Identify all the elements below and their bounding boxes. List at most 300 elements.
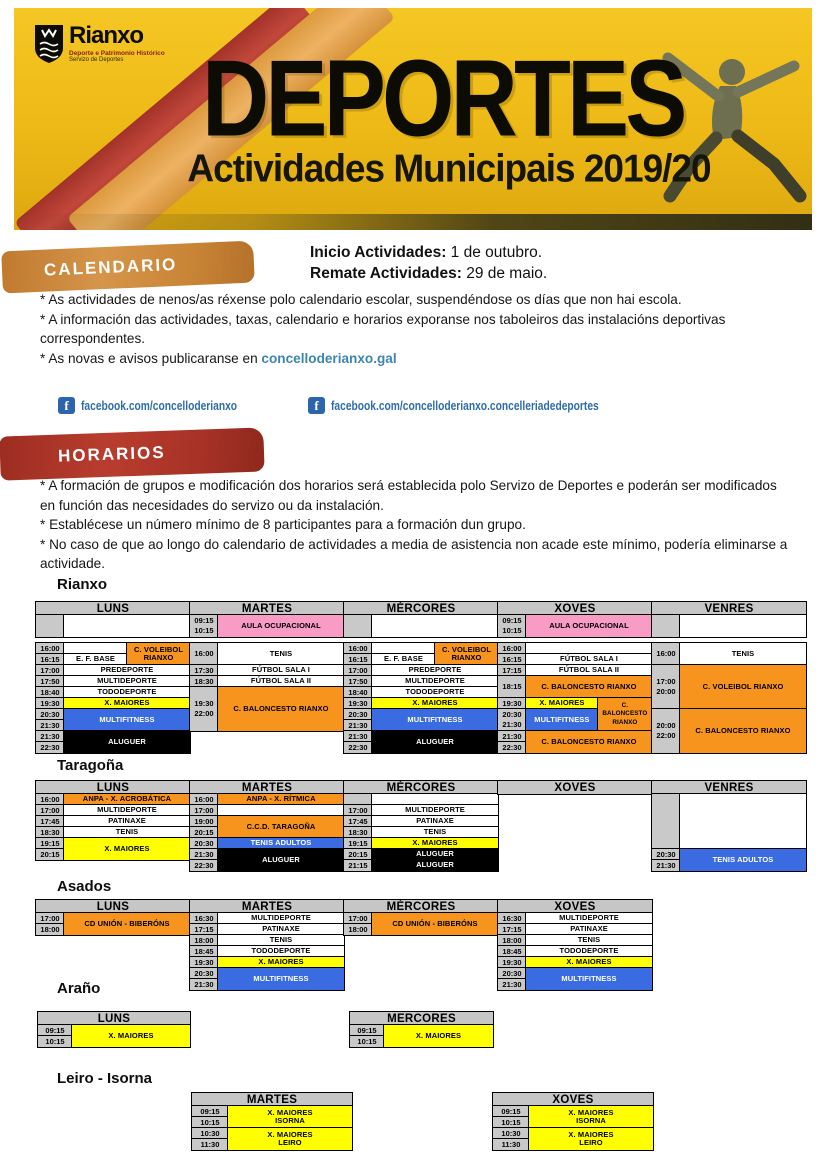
activity-dates — [310, 242, 547, 284]
day-header: MARTES — [190, 781, 344, 794]
time-cell: 18:30 — [344, 827, 372, 838]
activity-cell: ANPA - X. ACROBÁTICA — [64, 794, 190, 805]
schedule-row — [652, 665, 806, 709]
schedule-row — [344, 838, 498, 849]
schedule-row — [192, 1128, 352, 1150]
time-cell: 21:30 — [190, 979, 218, 990]
schedule-row — [190, 946, 344, 957]
time-cell: 18:45 — [190, 946, 218, 957]
schedule-column-mércores — [344, 602, 498, 753]
activity-cell: PATINAXE — [372, 816, 498, 827]
time-cell — [344, 615, 372, 637]
schedule-row — [190, 838, 344, 849]
activity-cell: PATINAXE — [64, 816, 190, 827]
time-cell: 16:00 — [344, 643, 372, 654]
schedule-row — [36, 731, 190, 753]
time-cell: 11:30 — [493, 1139, 529, 1150]
schedule-column-martes — [190, 781, 344, 871]
schedule-row — [36, 838, 190, 860]
schedule-row — [190, 687, 344, 731]
activity-cell: CD UNIÓN - BIBERÓNS — [372, 913, 498, 935]
time-cell: 20:15 — [344, 849, 372, 860]
time-cell: 22:30 — [36, 742, 64, 753]
facebook-url-2: facebook.com/concelloderianxo.concelleriadedeportes — [331, 398, 599, 413]
time-cell: 20:15 — [36, 849, 64, 860]
activity-cell: MULTIFITNESS — [64, 709, 190, 731]
time-cell: 21:30 — [652, 860, 680, 871]
activity-cell — [372, 794, 498, 805]
activity-cell: TODODEPORTE — [526, 946, 652, 957]
schedule-row — [344, 698, 498, 709]
horarios-note-1: * A formación de grupos e modificación dos horarios será establecida polo Servizo de Deportes e poderán ser modificados en función das necesidades do servizo ou da instalación. — [40, 478, 777, 513]
facebook-link-1[interactable] — [58, 397, 271, 414]
time-cell: 09:15 — [350, 1025, 384, 1036]
activity-cell: TENIS — [218, 935, 344, 946]
schedule-row — [498, 935, 652, 946]
calendario-note-2: * A información das actividades, taxas, calendario e horarios exporanse nos taboleiros das instalacións deportivas correspondentes. — [40, 311, 726, 346]
activity-cell: AULA OCUPACIONAL — [526, 615, 652, 637]
time-cell: 19:30 — [190, 957, 218, 968]
horarios-notes — [40, 476, 790, 574]
schedule-row — [190, 676, 344, 687]
activity-cell: ALUGUER — [64, 731, 190, 753]
schedule-column-venres — [652, 602, 806, 753]
day-header: MÉRCORES — [344, 900, 498, 913]
activity-cell: X. MAIORES — [384, 1025, 493, 1047]
activity-cell: E. F. BASE — [372, 654, 435, 665]
time-cell: 18:30 — [36, 827, 64, 838]
day-header: LUNS — [36, 602, 190, 615]
schedule-column-martes — [190, 602, 344, 731]
schedule-row — [190, 615, 344, 637]
schedule-row — [498, 643, 652, 665]
schedule-column-martes — [192, 1093, 352, 1150]
schedule-row — [344, 665, 498, 676]
activity-cell: TENIS — [372, 827, 498, 838]
activity-cell: X. MAIORES — [372, 838, 498, 849]
schedule-row — [344, 709, 498, 731]
facebook-url-1: facebook.com/concelloderianxo — [81, 398, 238, 413]
day-header: MARTES — [190, 900, 344, 913]
activity-cell: PREDEPORTE — [64, 665, 190, 676]
activity-cell — [680, 794, 806, 849]
time-cell: 18:45 — [498, 946, 526, 957]
schedule-row — [36, 913, 190, 935]
time-cell: 09:15 — [192, 1106, 228, 1117]
schedule-column-venres — [652, 781, 806, 871]
day-header: XOVES — [498, 900, 652, 913]
activity-cell: FÚTBOL SALA II — [526, 665, 652, 676]
time-cell: 18:00 — [36, 924, 64, 935]
logo-subtitle-1: Deporte e Patrimonio Histórico — [69, 50, 165, 57]
day-header: MÉRCORES — [344, 602, 498, 615]
activity-cell: MULTIFITNESS — [218, 968, 344, 990]
banner-title: DEPORTES — [202, 37, 684, 160]
activity-cell: PATINAXE — [526, 924, 652, 935]
schedule-row — [190, 924, 344, 935]
activity-cell: ALUGUER — [218, 849, 344, 871]
time-cell: 18:30 — [190, 676, 218, 687]
schedule-row — [493, 1106, 653, 1128]
time-cell: 18:15 — [498, 676, 526, 698]
time-cell: 19:30 — [498, 957, 526, 968]
schedule-row — [652, 643, 806, 665]
location-heading: Asados — [57, 878, 112, 895]
activity-cell: X. MAIORES — [64, 838, 190, 860]
schedule-row — [493, 1128, 653, 1150]
time-cell: 20:30 — [344, 709, 372, 720]
schedule-row — [498, 698, 652, 731]
schedule-row — [36, 687, 190, 698]
time-cell: 10:15 — [192, 1117, 228, 1128]
schedule-row — [344, 860, 498, 871]
schedule-row — [36, 676, 190, 687]
banner-subtitle: Actividades Municipais 2019/20 — [187, 146, 711, 190]
activity-cell: TENIS — [218, 643, 344, 665]
banner — [14, 8, 812, 230]
schedule-row — [36, 805, 190, 816]
schedule-column-xoves — [498, 602, 652, 753]
facebook-link-2[interactable] — [308, 397, 658, 414]
activity-cell: MULTIDEPORTE — [218, 913, 344, 924]
time-cell: 16:30 — [190, 913, 218, 924]
time-cell: 17:15 — [498, 924, 526, 935]
schedule-row — [344, 794, 498, 805]
time-cell: 21:30 — [498, 731, 526, 742]
activity-cell: X. MAIORES — [526, 698, 598, 709]
time-cell: 20:00 22:00 — [652, 709, 680, 753]
schedule-row — [190, 805, 344, 816]
schedule-column-xoves — [493, 1093, 653, 1150]
activity-cell: X. MAIORES — [372, 698, 498, 709]
concello-rianxo-logo — [34, 24, 165, 64]
time-cell: 17:50 — [344, 676, 372, 687]
activity-cell: FÚTBOL SALA I — [218, 665, 344, 676]
time-cell: 17:00 — [36, 665, 64, 676]
time-cell: 21:30 — [344, 731, 372, 742]
schedule-row — [344, 827, 498, 838]
time-cell: 20:30 — [498, 968, 526, 979]
schedule-row — [344, 816, 498, 827]
time-cell: 18:40 — [36, 687, 64, 698]
time-cell: 18:40 — [344, 687, 372, 698]
activity-cell — [680, 615, 806, 637]
schedule-row — [344, 615, 498, 637]
activity-cell: AULA OCUPACIONAL — [218, 615, 344, 637]
time-cell: 16:00 — [498, 643, 526, 654]
time-cell: 17:30 — [190, 665, 218, 676]
activity-cell: ALUGUER — [372, 860, 498, 871]
location-heading: Araño — [57, 980, 101, 997]
time-cell — [36, 615, 64, 637]
time-cell: 18:00 — [190, 935, 218, 946]
time-cell: 10:15 — [493, 1117, 529, 1128]
activity-cell — [372, 643, 435, 654]
inicio-line — [310, 242, 547, 263]
day-header: VENRES — [652, 602, 806, 615]
horarios-note-2: * Establécese un número mínimo de 8 participantes para a formación dun grupo. — [40, 517, 526, 532]
day-header: XOVES — [498, 781, 652, 794]
day-header: LUNS — [36, 900, 190, 913]
time-cell: 16:15 — [36, 654, 64, 665]
schedule-column-luns — [36, 781, 190, 860]
time-cell — [344, 794, 372, 805]
schedule-row — [190, 643, 344, 665]
activity-cell — [64, 615, 190, 637]
time-cell — [652, 615, 680, 637]
schedule-row — [36, 615, 190, 637]
activity-cell: X. MAIORES — [526, 957, 652, 968]
time-cell: 19:15 — [36, 838, 64, 849]
time-cell: 21:30 — [36, 720, 64, 731]
schedule-row — [344, 805, 498, 816]
time-cell: 20:30 — [652, 849, 680, 860]
time-cell: 09:15 10:15 — [498, 615, 526, 637]
schedule-column-mércores — [344, 900, 498, 935]
time-cell: 09:15 — [38, 1025, 72, 1036]
schedule-row — [498, 615, 652, 637]
time-cell: 21:30 — [498, 979, 526, 990]
facebook-icon: f — [308, 397, 325, 414]
schedule-row — [190, 968, 344, 990]
inicio-label: Inicio Actividades: — [310, 244, 447, 261]
location-heading: Rianxo — [57, 576, 108, 593]
activity-cell: C. VOLEIBOL RIANXO — [127, 643, 190, 665]
time-cell: 17:00 — [344, 805, 372, 816]
time-cell: 19:00 — [190, 816, 218, 827]
logo-name: Rianxo — [69, 22, 144, 49]
day-header: MERCORES — [350, 1012, 493, 1025]
schedule-row — [190, 665, 344, 676]
activity-cell: FÚTBOL SALA I — [526, 654, 652, 665]
time-cell: 22:30 — [498, 742, 526, 753]
activity-cell: C. BALONCESTO RIANXO — [526, 676, 652, 698]
activity-cell: E. F. BASE — [64, 654, 127, 665]
day-header: XOVES — [493, 1093, 653, 1106]
time-cell: 09:15 — [493, 1106, 529, 1117]
activity-cell: MULTIFITNESS — [372, 709, 498, 731]
schedule-row — [36, 816, 190, 827]
facebook-links-row — [0, 397, 826, 419]
day-header: LUNS — [36, 781, 190, 794]
schedule-row — [36, 698, 190, 709]
time-cell: 16:00 — [190, 794, 218, 805]
time-cell: 17:00 — [36, 805, 64, 816]
schedule-row — [344, 676, 498, 687]
schedule-column-luns — [36, 602, 190, 753]
time-cell: 17:00 20:00 — [652, 665, 680, 709]
schedule-row — [190, 816, 344, 838]
activity-cell: TODODEPORTE — [372, 687, 498, 698]
time-cell: 16:00 — [36, 794, 64, 805]
schedule-row — [190, 849, 344, 871]
schedule-row — [190, 913, 344, 924]
schedule-row — [192, 1106, 352, 1128]
schedule-row — [498, 924, 652, 935]
schedule-row — [36, 794, 190, 805]
activity-cell: ALUGUER — [372, 849, 498, 860]
schedule-row — [36, 665, 190, 676]
schedule-row — [652, 849, 806, 871]
activity-cell: C. BALONCESTO RIANXO — [598, 698, 652, 731]
schedule-row — [190, 794, 344, 805]
schedule-row — [36, 643, 190, 665]
time-cell: 20:30 — [190, 838, 218, 849]
time-cell: 17:00 — [36, 913, 64, 924]
time-cell: 10:15 — [350, 1036, 384, 1047]
activity-cell: PREDEPORTE — [372, 665, 498, 676]
schedule-column-mércores — [344, 781, 498, 871]
activity-cell: MULTIFITNESS — [526, 709, 598, 731]
activity-cell: MULTIDEPORTE — [526, 913, 652, 924]
schedule-row — [36, 709, 190, 731]
time-cell: 18:00 — [498, 935, 526, 946]
time-cell: 17:45 — [344, 816, 372, 827]
activity-cell: X. MAIORES ISORNA — [228, 1106, 352, 1128]
activity-cell: TENIS ADULTOS — [218, 838, 344, 849]
schedule-row — [344, 913, 498, 935]
time-cell: 21:30 — [344, 720, 372, 731]
time-cell: 11:30 — [192, 1139, 228, 1150]
activity-cell: TODODEPORTE — [218, 946, 344, 957]
activity-cell: MULTIFITNESS — [526, 968, 652, 990]
time-cell: 21:30 — [36, 731, 64, 742]
location-heading: Taragoña — [57, 757, 124, 774]
schedule-row — [498, 968, 652, 990]
activity-cell: X. MAIORES LEIRO — [529, 1128, 653, 1150]
time-cell: 19:30 — [498, 698, 526, 709]
activity-cell: C. VOLEIBOL RIANXO — [435, 643, 498, 665]
activity-cell: C. BALONCESTO RIANXO — [218, 687, 344, 731]
horarios-note-3: * No caso de que ao longo do calendario de actividades a media de asistencia non acade este mínimo, podería eliminarse a actividade. — [40, 536, 788, 571]
time-cell: 22:30 — [190, 860, 218, 871]
time-cell: 21:15 — [344, 860, 372, 871]
time-cell: 10:30 — [493, 1128, 529, 1139]
time-cell: 16:00 — [190, 643, 218, 665]
day-header: VENRES — [652, 781, 806, 794]
schedule-column-mercores — [350, 1012, 493, 1047]
time-cell: 10:15 — [38, 1036, 72, 1047]
activity-cell: TODODEPORTE — [64, 687, 190, 698]
activity-cell: MULTIDEPORTE — [372, 805, 498, 816]
schedule-row — [498, 731, 652, 753]
activity-cell — [64, 643, 127, 654]
logo-subtitle-2: Servizo de Deportes — [69, 57, 124, 63]
schedule-column-xoves — [498, 781, 652, 794]
inicio-value: 1 de outubro. — [446, 244, 543, 261]
activity-cell — [218, 805, 344, 816]
calendario-badge: CALENDARIO — [1, 241, 255, 294]
schedule-row — [498, 676, 652, 698]
schedule-row — [344, 731, 498, 753]
time-cell: 16:00 — [36, 643, 64, 654]
activity-cell — [372, 615, 498, 637]
time-cell: 16:30 — [498, 913, 526, 924]
activity-cell: X. MAIORES ISORNA — [529, 1106, 653, 1128]
schedule-row — [498, 913, 652, 924]
activity-cell: FÚTBOL SALA II — [218, 676, 344, 687]
time-cell: 17:00 — [190, 805, 218, 816]
activity-cell: X. MAIORES — [64, 698, 190, 709]
schedule-row — [36, 827, 190, 838]
time-cell: 10:30 — [192, 1128, 228, 1139]
activity-cell: C. VOLEIBOL RIANXO — [680, 665, 806, 709]
time-cell: 20:30 — [190, 968, 218, 979]
day-header: MARTES — [192, 1093, 352, 1106]
time-cell: 18:00 — [344, 924, 372, 935]
calendario-note-1: * As actividades de nenos/as réxense polo calendario escolar, suspendéndose os días que non hai escola. — [40, 292, 682, 307]
time-cell: 19:30 — [36, 698, 64, 709]
day-header: XOVES — [498, 602, 652, 615]
schedule-row — [344, 849, 498, 860]
schedule-row — [652, 794, 806, 849]
activity-cell: PATINAXE — [218, 924, 344, 935]
activity-cell: X. MAIORES — [72, 1025, 190, 1047]
time-cell: 20:15 — [190, 827, 218, 838]
time-cell: 17:45 — [36, 816, 64, 827]
time-cell: 21:30 — [190, 849, 218, 860]
activity-cell: TENIS ADULTOS — [680, 849, 806, 871]
activity-cell: ANPA - X. RÍTMICA — [218, 794, 344, 805]
schedule-column-luns — [38, 1012, 190, 1047]
banner-bottom-shadow — [14, 214, 812, 230]
time-cell: 20:30 — [36, 709, 64, 720]
schedule-row — [190, 957, 344, 968]
remate-value: 29 de maio. — [461, 265, 548, 282]
time-cell: 17:00 — [344, 913, 372, 924]
remate-label: Remate Actividades: — [310, 265, 462, 282]
schedule-row — [190, 935, 344, 946]
schedule-row — [38, 1025, 190, 1047]
time-cell: 20:30 21:30 — [498, 709, 526, 731]
calendario-note-3 — [40, 349, 790, 369]
schedule-row — [498, 957, 652, 968]
location-heading: Leiro - Isorna — [57, 1070, 153, 1087]
activity-cell: CD UNIÓN - BIBERÓNS — [64, 913, 190, 935]
time-cell: 19:30 22:00 — [190, 687, 218, 731]
activity-cell: MULTIDEPORTE — [372, 676, 498, 687]
activity-cell: C. BALONCESTO RIANXO — [680, 709, 806, 753]
time-cell: 17:15 — [498, 665, 526, 676]
activity-cell: X. MAIORES LEIRO — [228, 1128, 352, 1150]
schedule-row — [344, 643, 498, 665]
activity-cell: TENIS — [64, 827, 190, 838]
horarios-badge: HORARIOS — [0, 427, 265, 480]
schedule-row — [498, 946, 652, 957]
time-cell: 19:15 — [344, 838, 372, 849]
facebook-icon: f — [58, 397, 75, 414]
time-cell: 17:00 — [344, 665, 372, 676]
activity-cell: MULTIDEPORTE — [64, 676, 190, 687]
calendario-notes — [40, 290, 790, 368]
schedule-row — [652, 709, 806, 753]
activity-cell: TENIS — [526, 935, 652, 946]
activity-cell: MULTIDEPORTE — [64, 805, 190, 816]
activity-cell: ALUGUER — [372, 731, 498, 753]
schedule-column-martes — [190, 900, 344, 990]
activity-cell: X. MAIORES — [218, 957, 344, 968]
schedule-row — [350, 1025, 493, 1047]
day-header: MÉRCORES — [344, 781, 498, 794]
day-header: LUNS — [38, 1012, 190, 1025]
time-cell: 16:00 — [652, 643, 680, 665]
remate-line — [310, 263, 547, 284]
concelloderianxo-link[interactable]: concelloderianxo.gal — [261, 350, 397, 366]
day-header: MARTES — [190, 602, 344, 615]
activity-cell — [526, 643, 652, 654]
time-cell: 19:30 — [344, 698, 372, 709]
schedule-row — [652, 615, 806, 637]
